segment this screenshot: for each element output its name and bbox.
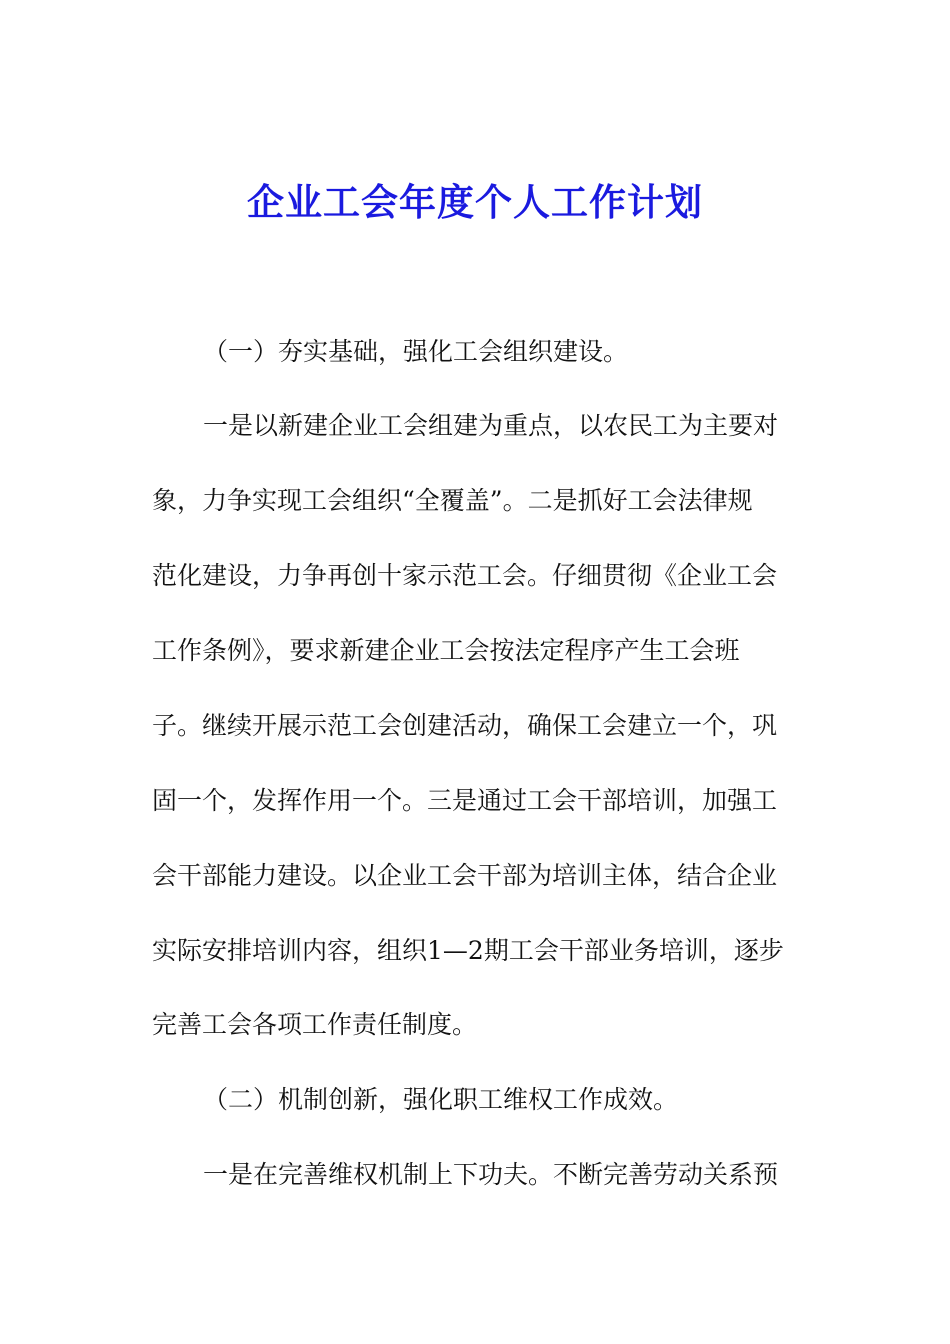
- section-heading-1: （一）夯实基础，强化工会组织建设。: [203, 337, 629, 366]
- paragraph-line: 会干部能力建设。以企业工会干部为培训主体，结合企业: [152, 861, 778, 890]
- paragraph-line: 象，力争实现工会组织“全覆盖”。二是抓好工会法律规: [152, 486, 753, 515]
- paragraph-line: 范化建设，力争再创十家示范工会。仔细贯彻《企业工会: [152, 561, 778, 590]
- paragraph-line: 一是在完善维权机制上下功夫。不断完善劳动关系预: [203, 1160, 779, 1189]
- paragraph-line: 完善工会各项工作责任制度。: [152, 1010, 478, 1039]
- document-title: 企业工会年度个人工作计划: [247, 180, 703, 224]
- paragraph-line: 实际安排培训内容，组织1—2期工会干部业务培训，逐步: [152, 936, 784, 965]
- paragraph-line: 工作条例》，要求新建企业工会按法定程序产生工会班: [152, 636, 740, 665]
- paragraph-line: 子。继续开展示范工会创建活动，确保工会建立一个，巩: [152, 711, 778, 740]
- paragraph-line: 固一个，发挥作用一个。三是通过工会干部培训，加强工: [152, 786, 778, 815]
- paragraph-line: 一是以新建企业工会组建为重点，以农民工为主要对: [203, 411, 779, 440]
- section-heading-2: （二）机制创新，强化职工维权工作成效。: [203, 1085, 679, 1114]
